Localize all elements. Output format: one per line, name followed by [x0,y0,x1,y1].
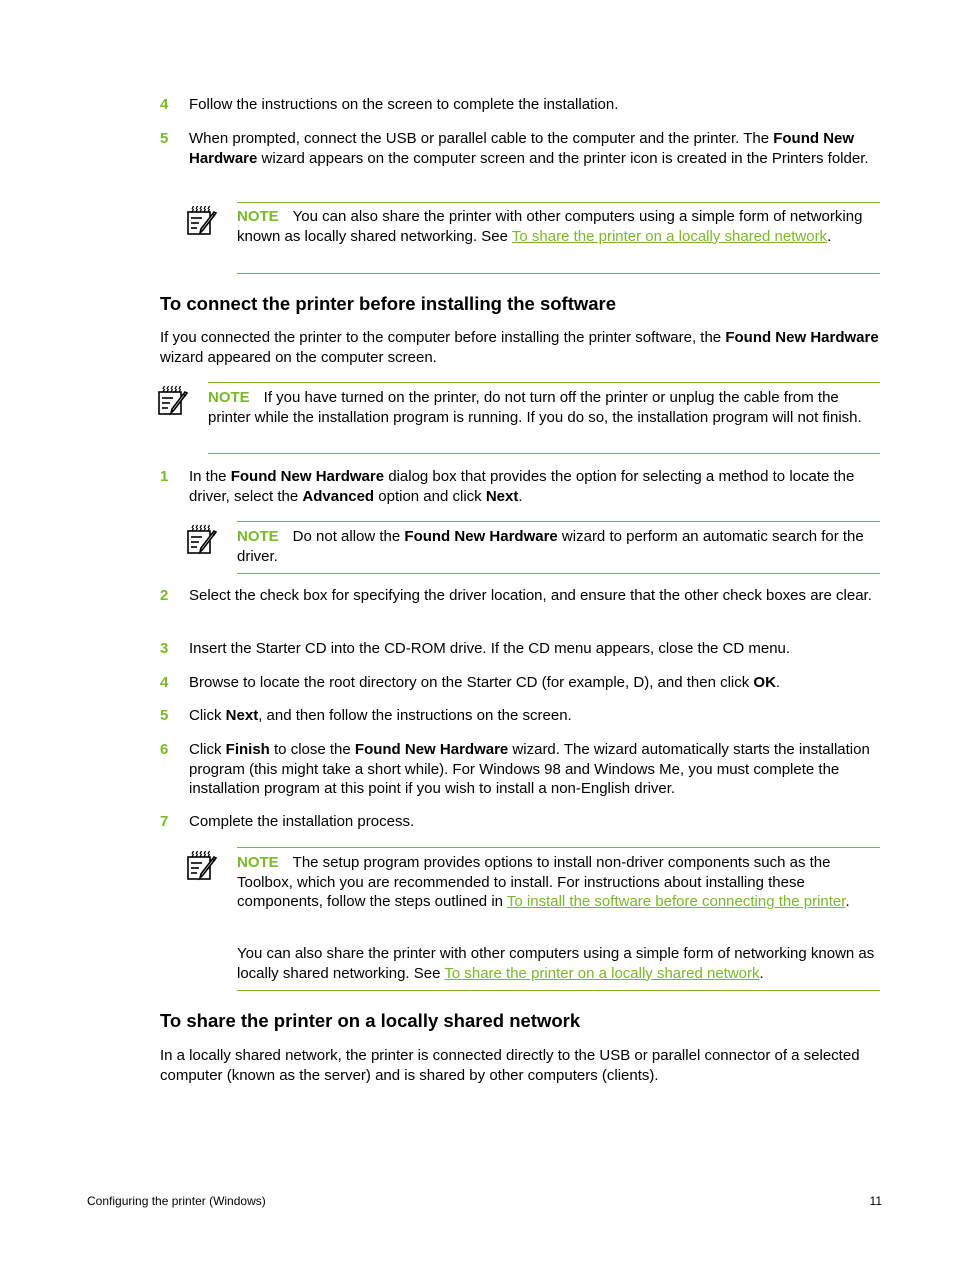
note-label: NOTE [237,528,279,545]
note-label: NOTE [237,208,279,225]
link-locally-shared-network[interactable]: To share the printer on a locally shared network [444,964,760,982]
step-number: 4 [160,674,169,691]
note: NOTE You can also share the printer with other computers using a simple form of networking known as locally shared networking. See To share the printer on a locally shared network. [237,208,863,245]
note-icon [186,849,220,883]
link-install-software-before-connecting[interactable]: To install the software before connecting the printer [506,893,846,910]
step-text: Follow the instructions on the screen to complete the installation. [189,96,619,113]
footer-page-number: 11 [869,1194,882,1208]
step-text: When prompted, connect the USB or parallel cable to the computer and the printer. The Found New Hardware wizard appears on the computer screen and the printer icon is created in the Printers folder. [189,130,869,167]
step-text: Click Next, and then follow the instructions on the screen. [189,707,572,724]
note: NOTE The setup program provides options to install non-driver components such as the Toolbox, which you are recommended to install. For instructions about installing these components, follow the steps outlined in To install the software before connecting the printer. [237,854,850,910]
step-number: 3 [160,640,169,657]
step-number: 4 [160,96,169,113]
step-text: Browse to locate the root directory on the Starter CD (for example, D), and then click OK. [189,674,781,691]
step-text: Complete the installation process. [189,813,415,830]
step-number: 6 [160,741,169,758]
step-number: 7 [160,813,169,830]
note-icon [157,384,191,418]
note-icon [186,523,220,557]
note-bottom-rule [237,573,880,574]
note: NOTE If you have turned on the printer, do not turn off the printer or unplug the cable from the printer while the installation program is running. If you do so, the installation program will not finish. [208,389,862,426]
note-bottom-rule [237,273,880,274]
step-text: Select the check box for specifying the driver location, and ensure that the other check boxes are clear. [189,587,872,604]
note-bottom-rule [237,990,880,991]
note-paragraph: You can also share the printer with other computers using a simple form of networking known as locally shared networking. See To share the printer on a locally shared network. [237,945,875,982]
note-top-rule [208,382,880,383]
step-number: 5 [160,707,169,724]
footer-chapter-title: Configuring the printer (Windows) [87,1194,266,1208]
step-number: 5 [160,130,169,147]
note-top-rule [237,202,880,203]
note-bottom-rule [208,453,880,454]
step-text: In the Found New Hardware dialog box that provides the option for selecting a method to locate the driver, select the Advanced option and click Next. [189,468,855,505]
step-text: Insert the Starter CD into the CD-ROM drive. If the CD menu appears, close the CD menu. [189,640,791,657]
note-label: NOTE [237,854,279,871]
note-icon [186,204,220,238]
step-number: 2 [160,587,169,604]
step-text: Click Finish to close the Found New Hardware wizard. The wizard automatically starts the installation program (this might take a short while). For Windows 98 and Windows Me, you must complete the installation program at this point if you wish to install a non-English driver. [189,741,870,797]
link-locally-shared-network[interactable]: To share the printer on a locally shared network [511,227,828,245]
note-top-rule [237,847,880,848]
section-intro: In a locally shared network, the printer is connected directly to the USB or parallel connector of a selected computer (known as the server) and is shared by other computers (clients). [160,1047,860,1084]
section-heading: To share the printer on a locally shared network [160,1010,581,1031]
note-label: NOTE [208,389,250,406]
note: NOTE Do not allow the Found New Hardware wizard to perform an automatic search for the driver. [237,528,864,565]
section-intro: If you connected the printer to the computer before installing the printer software, the Found New Hardware wizard appeared on the computer screen. [160,329,879,366]
step-number: 1 [160,468,169,485]
section-heading: To connect the printer before installing the software [160,293,617,314]
note-top-rule [237,521,880,522]
